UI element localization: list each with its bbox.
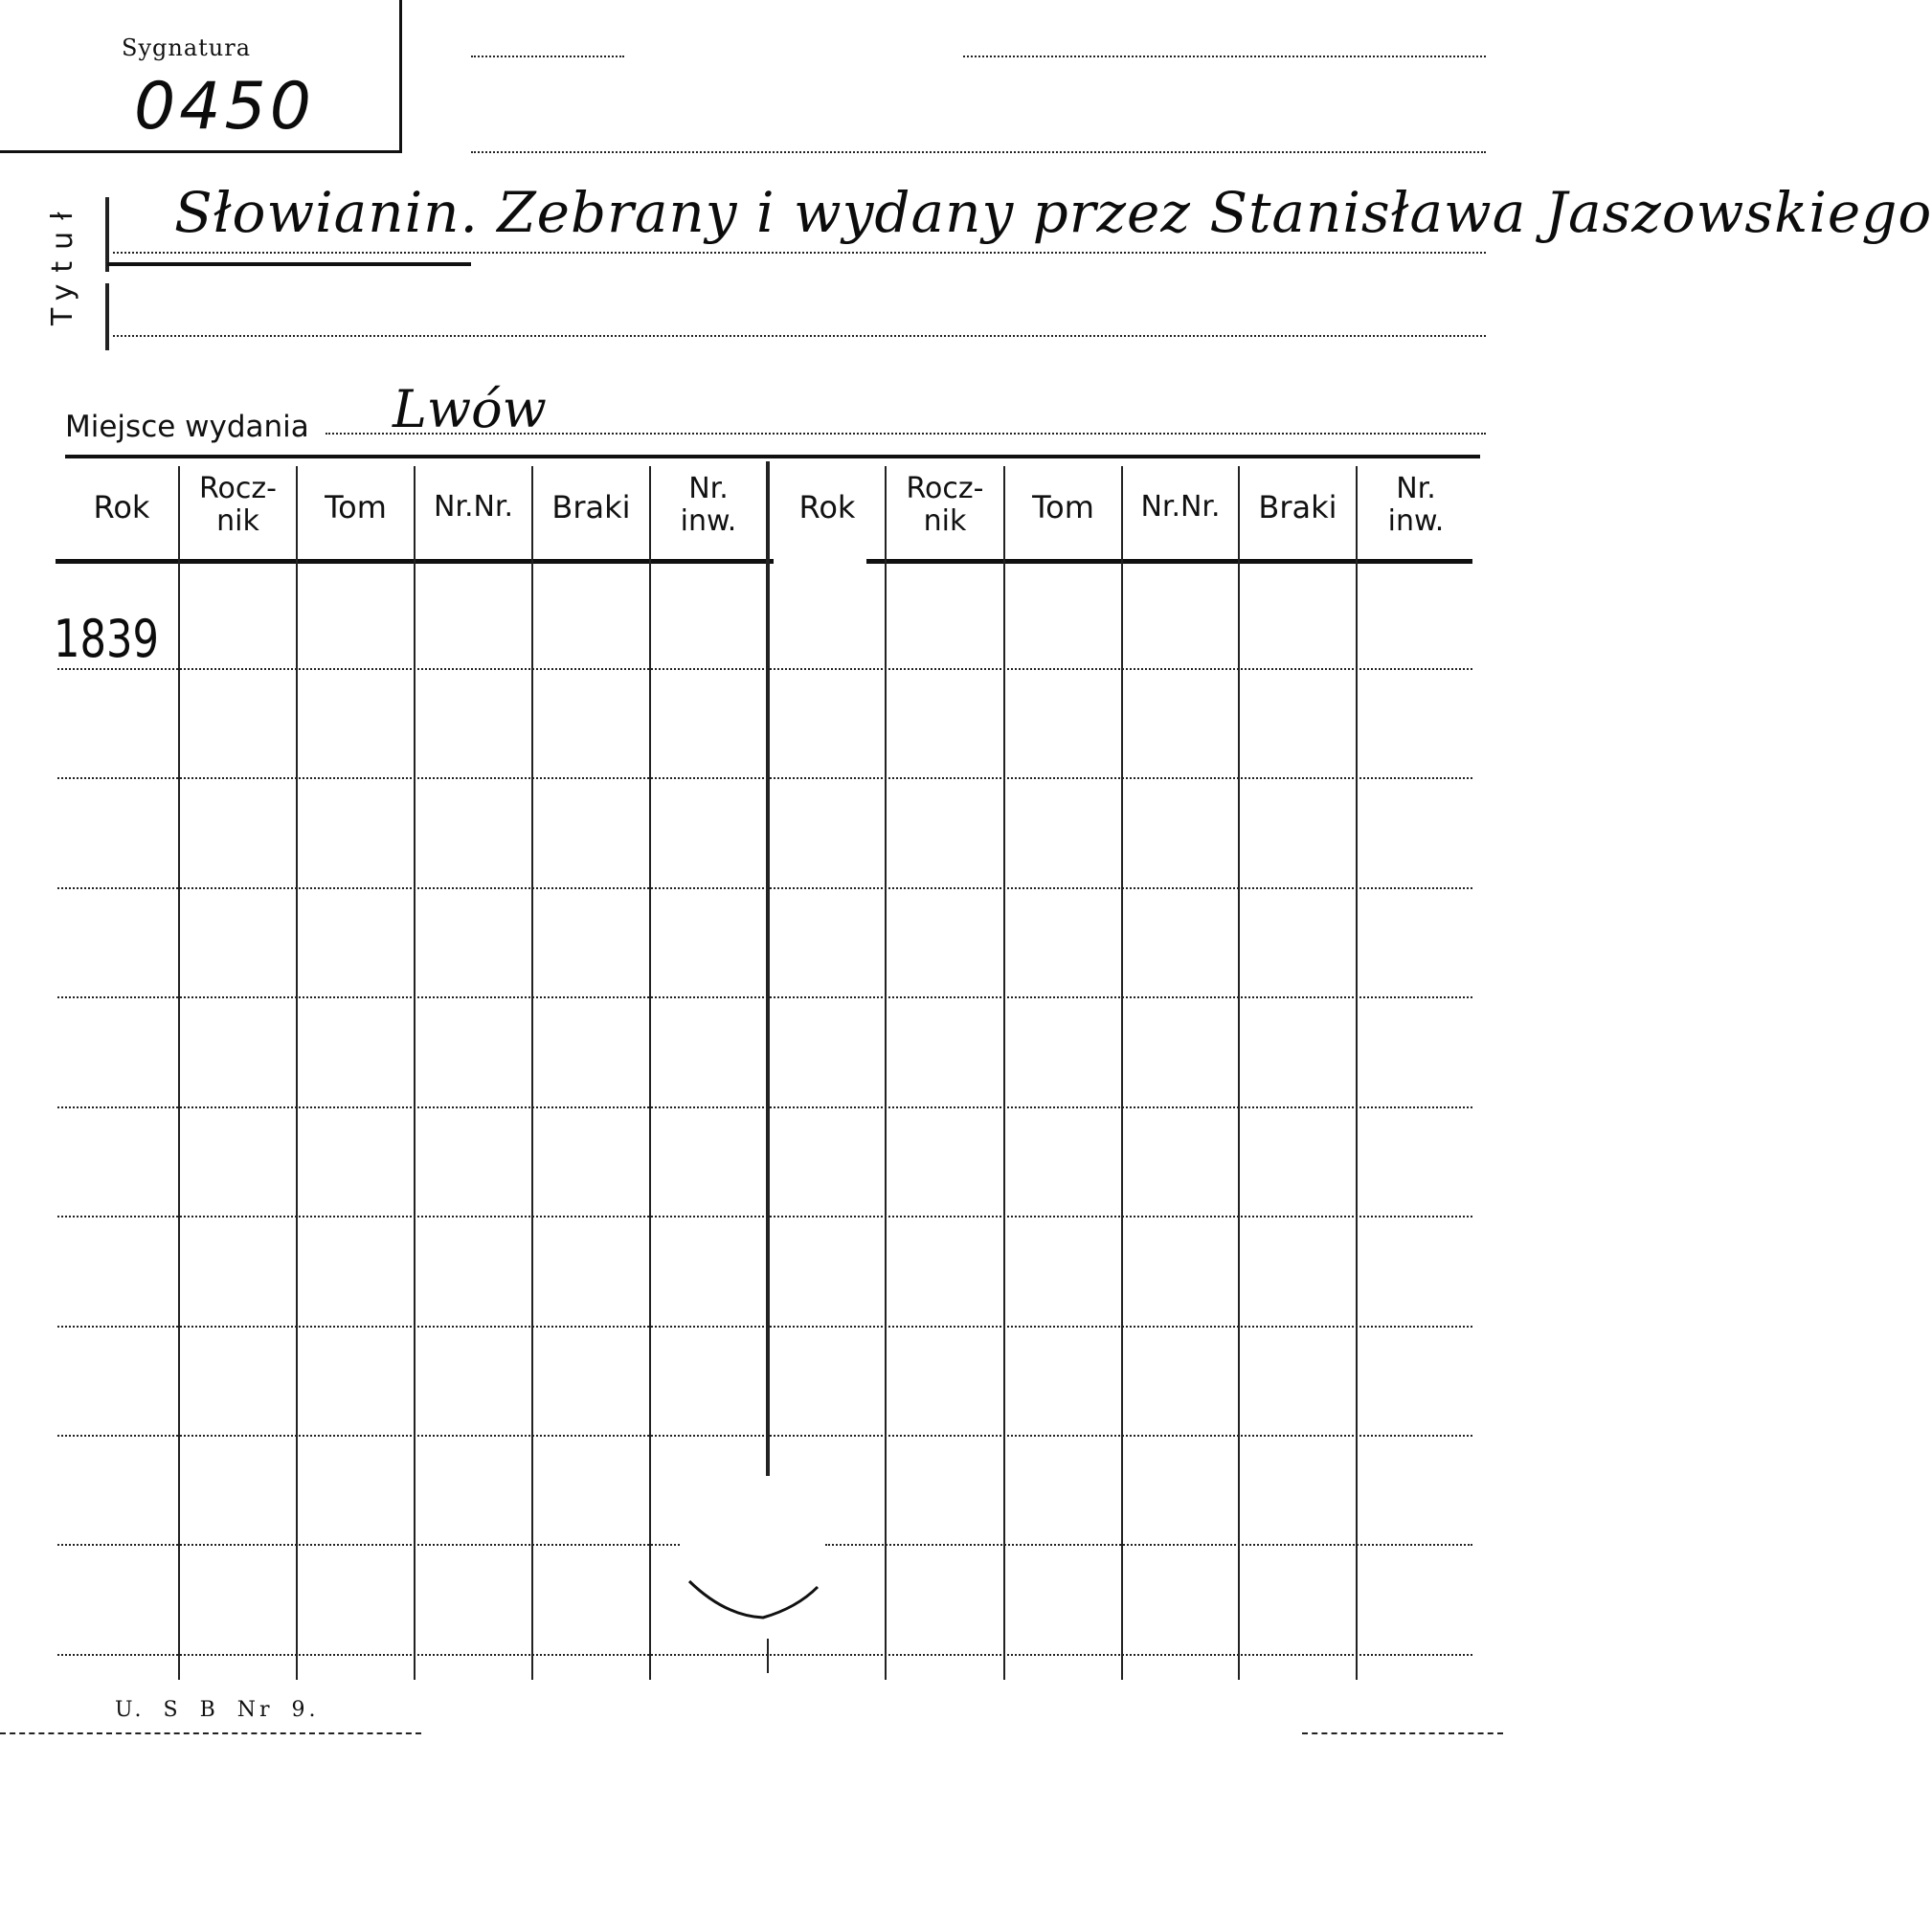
title-dotted-line-1 bbox=[113, 252, 1486, 254]
header-rok-left: Rok bbox=[93, 489, 150, 525]
row-line-2 bbox=[57, 777, 1472, 779]
table-top-rule bbox=[65, 455, 1480, 458]
top-dotted-line-c bbox=[471, 151, 1486, 153]
header-rocznik-right: Rocz- nik bbox=[906, 472, 984, 538]
place-label: Miejsce wydania bbox=[65, 410, 309, 444]
row-line-9-left bbox=[57, 1544, 680, 1546]
center-divider-tail bbox=[767, 1639, 769, 1673]
header-nrinw-right: Nr. inw. bbox=[1387, 472, 1445, 538]
row-line-6 bbox=[57, 1216, 1472, 1217]
row-line-7 bbox=[57, 1326, 1472, 1328]
row-line-3 bbox=[57, 887, 1472, 889]
top-dotted-line-a bbox=[471, 56, 624, 57]
col-line-4 bbox=[531, 466, 533, 1680]
title-label: Tytuł bbox=[46, 200, 79, 325]
form-id: U. S B Nr 9. bbox=[115, 1698, 320, 1722]
title-underline bbox=[107, 262, 471, 266]
row-line-9-right bbox=[825, 1544, 1472, 1546]
col-line-2 bbox=[296, 466, 298, 1680]
row-line-10 bbox=[57, 1654, 1472, 1656]
title-bracket-upper bbox=[105, 197, 109, 272]
title-dotted-line-2 bbox=[113, 335, 1486, 337]
row-line-8 bbox=[57, 1435, 1472, 1437]
handwritten-title: Słowianin. Zebrany i wydany przez Stanisława Jaszowskiego bbox=[174, 180, 1932, 245]
header-tom-right: Tom bbox=[1032, 489, 1094, 525]
punch-hole-arc bbox=[682, 1570, 825, 1627]
handwritten-year-row1: 1839 bbox=[54, 609, 159, 669]
header-nrnr-right: Nr.Nr. bbox=[1140, 490, 1221, 524]
col-line-11 bbox=[1356, 466, 1358, 1680]
header-rok-right: Rok bbox=[798, 489, 856, 525]
row-line-4 bbox=[57, 996, 1472, 998]
header-tom-left: Tom bbox=[325, 489, 387, 525]
top-dotted-line-b bbox=[963, 56, 1486, 57]
title-bracket-lower bbox=[105, 283, 109, 350]
header-nrnr-left: Nr.Nr. bbox=[433, 490, 514, 524]
row-line-1 bbox=[57, 668, 1472, 670]
row-line-5 bbox=[57, 1106, 1472, 1108]
header-braki-right: Braki bbox=[1258, 489, 1337, 525]
col-line-8 bbox=[1003, 466, 1005, 1680]
col-line-9 bbox=[1121, 466, 1123, 1680]
header-braki-left: Braki bbox=[551, 489, 631, 525]
header-bottom-rule-right bbox=[866, 559, 1472, 564]
signature-label: Sygnatura bbox=[122, 34, 252, 61]
col-line-7 bbox=[885, 466, 887, 1680]
col-line-10 bbox=[1238, 466, 1240, 1680]
signature-box bbox=[0, 0, 402, 153]
signature-value: 0450 bbox=[134, 69, 316, 145]
handwritten-place: Lwów bbox=[393, 379, 547, 439]
col-line-5 bbox=[649, 466, 651, 1680]
col-line-3 bbox=[414, 466, 416, 1680]
header-rocznik-left: Rocz- nik bbox=[199, 472, 277, 538]
footer-rule-right bbox=[1302, 1732, 1503, 1734]
header-nrinw-left: Nr. inw. bbox=[680, 472, 737, 538]
footer-rule-left bbox=[0, 1732, 421, 1734]
center-divider bbox=[766, 461, 770, 1476]
col-line-1 bbox=[178, 466, 180, 1680]
